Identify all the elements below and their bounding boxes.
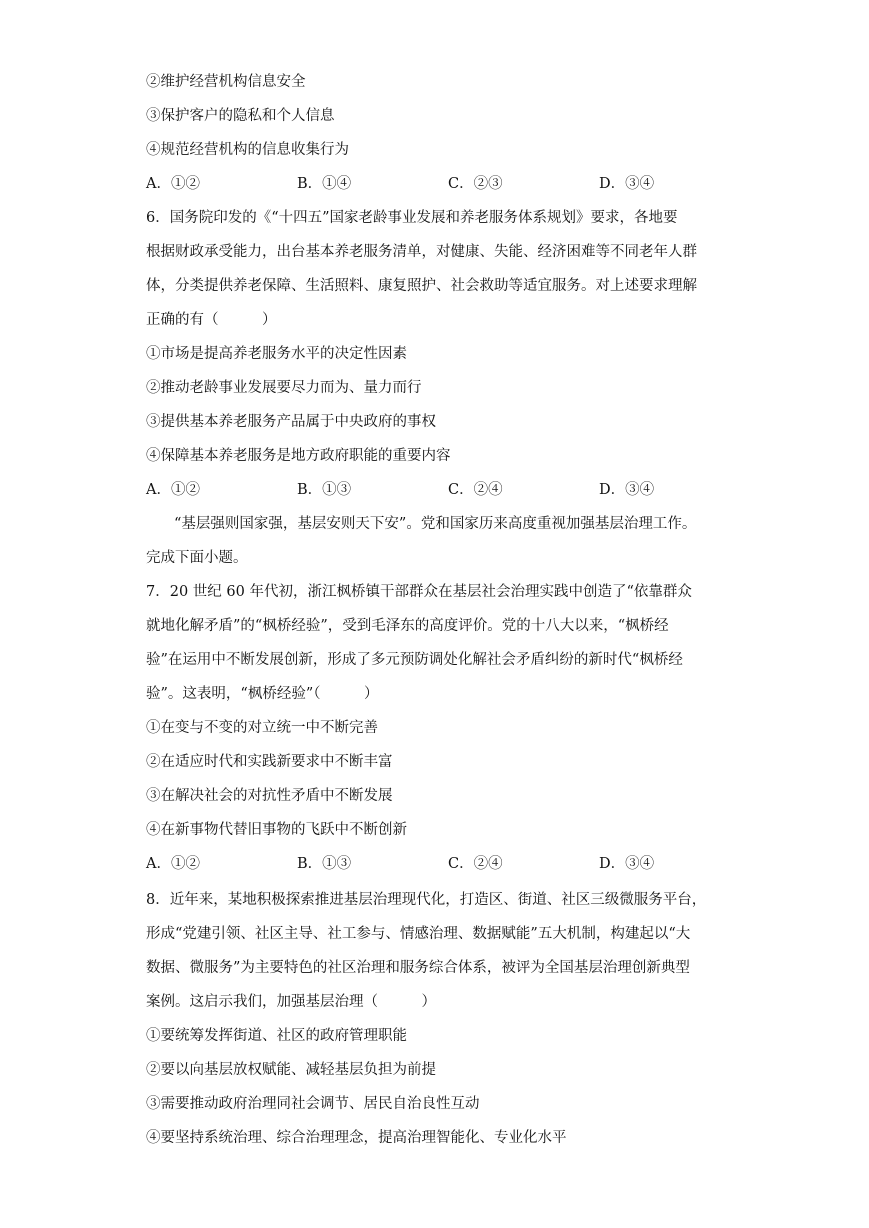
q6-item-1: ①市场是提高养老服务水平的决定性因素 [146, 346, 407, 362]
q8-stem-line-1: 8．近年来，某地积极探索推进基层治理现代化，打造区、街道、社区三级微服务平台， [146, 892, 707, 908]
q6-item-4: ④保障基本养老服务是地方政府职能的重要内容 [146, 448, 451, 464]
q6-option-d[interactable]: D．③④ [599, 482, 655, 498]
q7-option-b[interactable]: B．①③ [297, 856, 352, 872]
material-line-1: “基层强则国家强，基层安则天下安”。党和国家历来高度重视加强基层治理工作。 [174, 516, 697, 532]
q6-stem-line-3: 体，分类提供养老保障、生活照料、康复照护、社会救助等适宜服务。对上述要求理解 [146, 278, 697, 294]
q7-stem-line-4: 验”。这表明，“枫桥经验”（ ） [146, 686, 379, 702]
q8-stem-line-3: 数据、微服务”为主要特色的社区治理和服务综合体系，被评为全国基层治理创新典型 [146, 960, 690, 976]
q6-item-2: ②推动老龄事业发展要尽力而为、量力而行 [146, 380, 422, 396]
q7-option-a[interactable]: A．①② [146, 856, 200, 872]
q7-item-4: ④在新事物代替旧事物的飞跃中不断创新 [146, 822, 407, 838]
q6-stem-line-2: 根据财政承受能力，出台基本养老服务清单，对健康、失能、经济困难等不同老年人群 [146, 244, 697, 260]
q6-stem-line-4: 正确的有（ ） [146, 312, 277, 328]
q8-item-1: ①要统筹发挥街道、社区的政府管理职能 [146, 1028, 407, 1044]
material-line-2: 完成下面小题。 [146, 550, 248, 566]
q8-item-2: ②要以向基层放权赋能、减轻基层负担为前提 [146, 1062, 436, 1078]
q5-options [146, 174, 706, 194]
q6-option-c[interactable]: C．②④ [448, 482, 503, 498]
q7-stem-line-2: 就地化解矛盾”的“枫桥经验”，受到毛泽东的高度评价。党的十八大以来，“枫桥经 [146, 618, 669, 634]
q7-stem-line-3: 验”在运用中不断发展创新，形成了多元预防调处化解社会矛盾纠纷的新时代“枫桥经 [146, 652, 683, 668]
q7-option-d[interactable]: D．③④ [599, 856, 655, 872]
q6-option-a[interactable]: A．①② [146, 482, 200, 498]
q8-stem-line-2: 形成“党建引领、社区主导、社工参与、情感治理、数据赋能”五大机制，构建起以“大 [146, 926, 691, 942]
q7-options [146, 854, 706, 874]
q5-option-c[interactable]: C．②③ [448, 176, 503, 192]
q7-item-3: ③在解决社会的对抗性矛盾中不断发展 [146, 788, 393, 804]
q7-item-2: ②在适应时代和实践新要求中不断丰富 [146, 754, 393, 770]
q6-options [146, 480, 706, 500]
q5-item-2: ②维护经营机构信息安全 [146, 74, 306, 90]
q6-stem-line-1: 6．国务院印发的《“十四五”国家老龄事业发展和养老服务体系规划》要求，各地要 [146, 210, 678, 226]
q8-stem-line-4: 案例。这启示我们，加强基层治理（ ） [146, 994, 436, 1010]
q5-item-3: ③保护客户的隐私和个人信息 [146, 108, 335, 124]
q7-stem-line-1: 7．20 世纪 60 年代初，浙江枫桥镇干部群众在基层社会治理实践中创造了“依靠群众 [146, 584, 692, 600]
q8-item-4: ④要坚持系统治理、综合治理理念，提高治理智能化、专业化水平 [146, 1130, 567, 1146]
q6-option-b[interactable]: B．①③ [297, 482, 352, 498]
q5-item-4: ④规范经营机构的信息收集行为 [146, 142, 349, 158]
q5-option-d[interactable]: D．③④ [599, 176, 655, 192]
q5-option-a[interactable]: A．①② [146, 176, 200, 192]
q6-item-3: ③提供基本养老服务产品属于中央政府的事权 [146, 414, 436, 430]
q8-item-3: ③需要推动政府治理同社会调节、居民自治良性互动 [146, 1096, 480, 1112]
q7-option-c[interactable]: C．②④ [448, 856, 503, 872]
q5-option-b[interactable]: B．①④ [297, 176, 352, 192]
q7-item-1: ①在变与不变的对立统一中不断完善 [146, 720, 378, 736]
